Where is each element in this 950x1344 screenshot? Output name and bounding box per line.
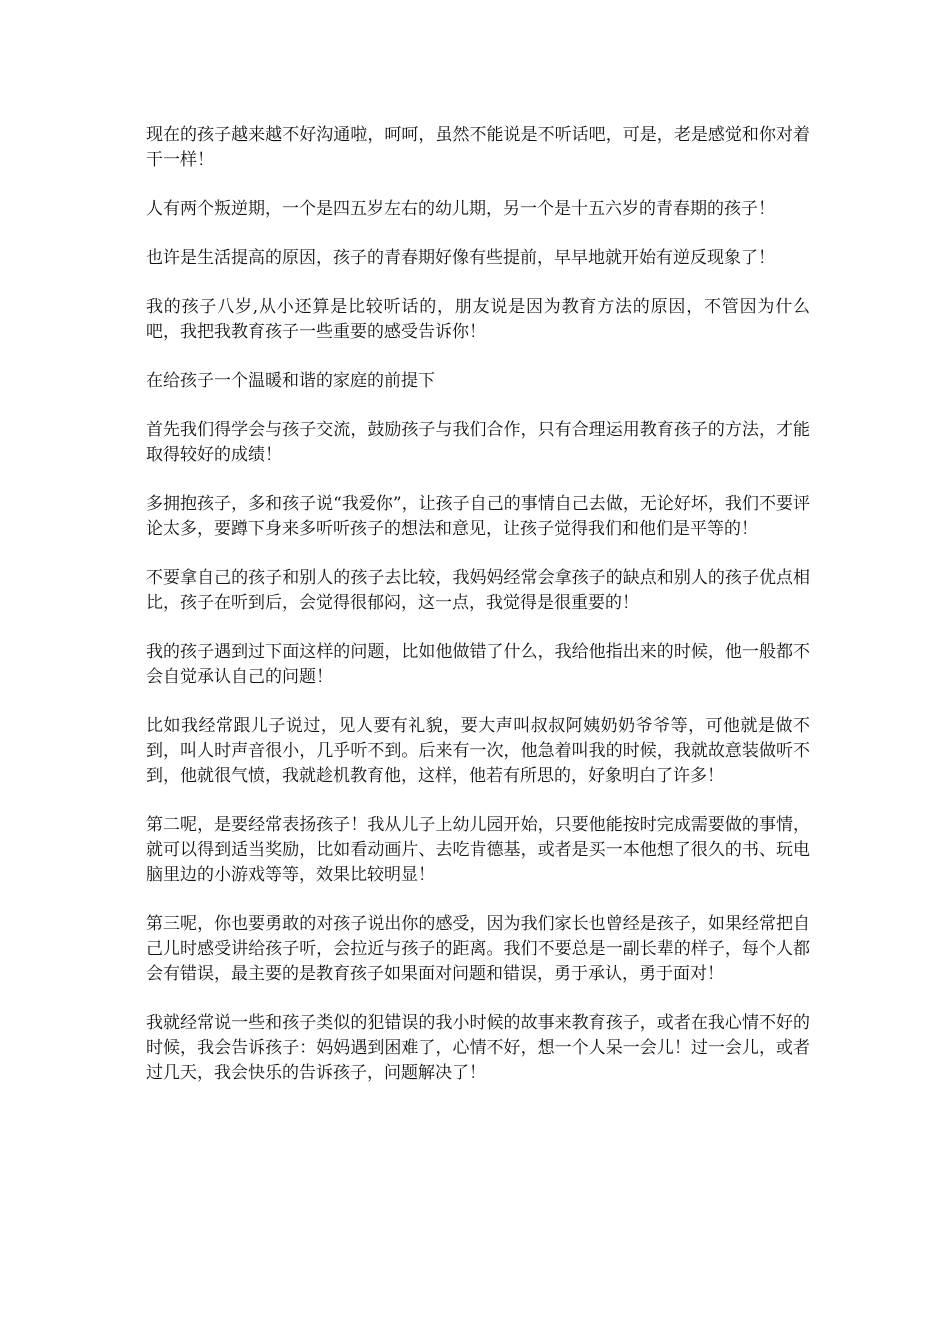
- paragraph-11: 第二呢，是要经常表扬孩子！我从儿子上幼儿园开始，只要他能按时完成需要做的事情，就可以得到适当奖励，比如看动画片、去吃肯德基，或者是买一本他想了很久的书、玩电脑里边的小游戏等等，效果比较明显！: [146, 815, 810, 885]
- paragraph-8: 不要拿自己的孩子和别人的孩子去比较，我妈妈经常会拿孩子的缺点和别人的孩子优点相比，孩子在听到后，会觉得很郁闷，这一点，我觉得是很重要的！: [146, 568, 810, 613]
- paragraph-4: 我的孩子八岁,从小还算是比较听话的，朋友说是因为教育方法的原因，不管因为什么吧，我把我教育孩子一些重要的感受告诉你！: [146, 297, 810, 342]
- document-body: [146, 123, 810, 1110]
- paragraph-10: 比如我经常跟儿子说过，见人要有礼貌，要大声叫叔叔阿姨奶奶爷爷等，可他就是做不到，叫人时声音很小，几乎听不到。后来有一次，他急着叫我的时候，我就故意装做听不到，他就很气愤，我就趁机教育他，这样，他若有所思的，好象明白了许多！: [146, 716, 810, 786]
- paragraph-12: 第三呢，你也要勇敢的对孩子说出你的感受，因为我们家长也曾经是孩子，如果经常把自己儿时感受讲给孩子听，会拉近与孩子的距离。我们不要总是一副长辈的样子，每个人都会有错误，最主要的是教育孩子如果面对问题和错误，勇于承认，勇于面对！: [146, 914, 810, 984]
- paragraph-6: 首先我们得学会与孩子交流，鼓励孩子与我们合作，只有合理运用教育孩子的方法，才能取得较好的成绩！: [146, 420, 810, 465]
- paragraph-5: 在给孩子一个温暖和谐的家庭的前提下: [146, 371, 435, 391]
- paragraph-13: 我就经常说一些和孩子类似的犯错误的我小时候的故事来教育孩子，或者在我心情不好的时候，我会告诉孩子：妈妈遇到困难了，心情不好，想一个人呆一会儿！过一会儿，或者过几天，我会快乐的告诉孩子，问题解决了！: [146, 1013, 810, 1083]
- paragraph-1: 现在的孩子越来越不好沟通啦，呵呵，虽然不能说是不听话吧，可是，老是感觉和你对着干一样！: [146, 125, 810, 170]
- paragraph-2: 人有两个叛逆期，一个是四五岁左右的幼儿期，另一个是十五六岁的青春期的孩子！: [146, 199, 775, 219]
- paragraph-9: 我的孩子遇到过下面这样的问题，比如他做错了什么，我给他指出来的时候，他一般都不会自觉承认自己的问题！: [146, 642, 810, 687]
- paragraph-7: 多拥抱孩子，多和孩子说“我爱你”，让孩子自己的事情自己去做，无论好坏，我们不要评论太多，要蹲下身来多听听孩子的想法和意见，让孩子觉得我们和他们是平等的！: [146, 494, 810, 539]
- paragraph-3: 也许是生活提高的原因，孩子的青春期好像有些提前，早早地就开始有逆反现象了！: [146, 248, 775, 268]
